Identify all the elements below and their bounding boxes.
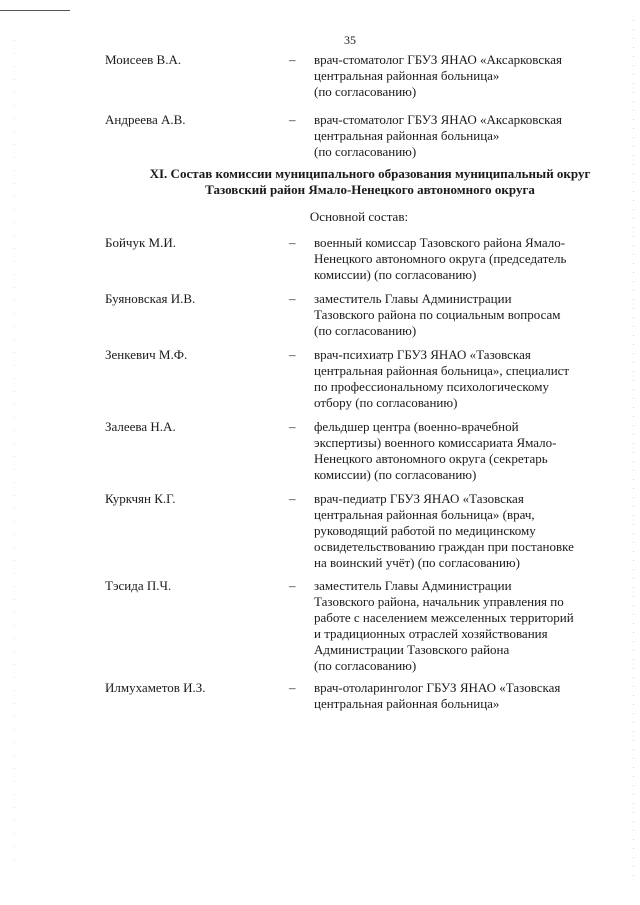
member-position-line: (по согласованию) (314, 144, 417, 159)
section-title-line: Тазовский район Ямало-Ненецкого автономного округа (205, 182, 535, 197)
member-position-line: Тазовского района, начальник управления по (314, 594, 564, 609)
member-position-line: комиссии) (по согласованию) (314, 267, 477, 282)
member-position-line: Администрации Тазовского района (314, 642, 510, 657)
scan-artifact-edge-left (14, 40, 15, 860)
member-position-line: центральная районная больница» (врач, (314, 507, 535, 522)
member-position-line: Ненецкого автономного округа (председатель (314, 251, 567, 266)
member-position-line: и традиционных отраслей хозяйствования (314, 626, 548, 641)
member-name: Куркчян К.Г. (105, 491, 176, 506)
member-position-line: центральная районная больница» (314, 68, 500, 83)
member-position-line: отбору (по согласованию) (314, 395, 458, 410)
member-dash: – (289, 680, 296, 695)
member-position-line: врач-психиатр ГБУЗ ЯНАО «Тазовская (314, 347, 531, 362)
member-position-line: центральная районная больница», специалист (314, 363, 570, 378)
member-name: Бойчук М.И. (105, 235, 176, 250)
member-dash: – (289, 112, 296, 127)
member-position-line: (по согласованию) (314, 84, 417, 99)
page-number: 35 (344, 33, 356, 47)
member-name: Тэсида П.Ч. (105, 578, 172, 593)
member-name: Буяновская И.В. (105, 291, 196, 306)
section-subheading: Основной состав: (309, 209, 409, 224)
section-title-line: XI. Состав комиссии муниципального образования муниципальный округ (149, 166, 591, 181)
member-position-line: врач-отоларинголог ГБУЗ ЯНАО «Тазовская (314, 680, 561, 695)
member-name: Зенкевич М.Ф. (105, 347, 188, 362)
member-dash: – (289, 235, 296, 250)
section-title (0, 166, 640, 198)
member-position-line: (по согласованию) (314, 658, 417, 673)
member-name: Залеева Н.А. (105, 419, 176, 434)
member-dash: – (289, 419, 296, 434)
member-name: Моисеев В.А. (105, 52, 182, 67)
member-position (314, 419, 614, 483)
member-position (314, 578, 614, 674)
member-position (314, 52, 614, 100)
member-position-line: работе с населением межселенных территорий (314, 610, 574, 625)
scan-artifact-edge (633, 20, 634, 880)
member-position-line: врач-педиатр ГБУЗ ЯНАО «Тазовская (314, 491, 524, 506)
member-dash: – (289, 52, 296, 67)
member-position-line: по профессиональному психологическому (314, 379, 549, 394)
member-dash: – (289, 491, 296, 506)
member-position (314, 235, 614, 283)
member-name: Андреева А.В. (105, 112, 186, 127)
member-position (314, 291, 614, 339)
member-position-line: военный комиссар Тазовского района Ямало- (314, 235, 566, 250)
member-position (314, 112, 614, 160)
member-position (314, 491, 614, 571)
member-position-line: комиссии) (по согласованию) (314, 467, 477, 482)
member-dash: – (289, 291, 296, 306)
member-position-line: фельдшер центра (военно-врачебной (314, 419, 519, 434)
member-position-line: врач-стоматолог ГБУЗ ЯНАО «Аксарковская (314, 112, 562, 127)
member-dash: – (289, 347, 296, 362)
scan-artifact-line (0, 10, 70, 11)
member-position-line: врач-стоматолог ГБУЗ ЯНАО «Аксарковская (314, 52, 562, 67)
member-position-line: Ненецкого автономного округа (секретарь (314, 451, 548, 466)
member-dash: – (289, 578, 296, 593)
member-position-line: (по согласованию) (314, 323, 417, 338)
member-position-line: экспертизы) военного комиссариата Ямало- (314, 435, 557, 450)
member-position-line: центральная районная больница» (314, 696, 500, 711)
member-position (314, 680, 614, 712)
member-position-line: заместитель Главы Администрации (314, 291, 512, 306)
member-position-line: на воинский учёт) (по согласованию) (314, 555, 520, 570)
member-position-line: заместитель Главы Администрации (314, 578, 512, 593)
member-position (314, 347, 614, 411)
member-position-line: руководящий работой по медицинскому (314, 523, 536, 538)
member-position-line: освидетельствованию граждан при постановке (314, 539, 574, 554)
member-name: Илмухаметов И.З. (105, 680, 206, 695)
member-position-line: Тазовского района по социальным вопросам (314, 307, 561, 322)
member-position-line: центральная районная больница» (314, 128, 500, 143)
